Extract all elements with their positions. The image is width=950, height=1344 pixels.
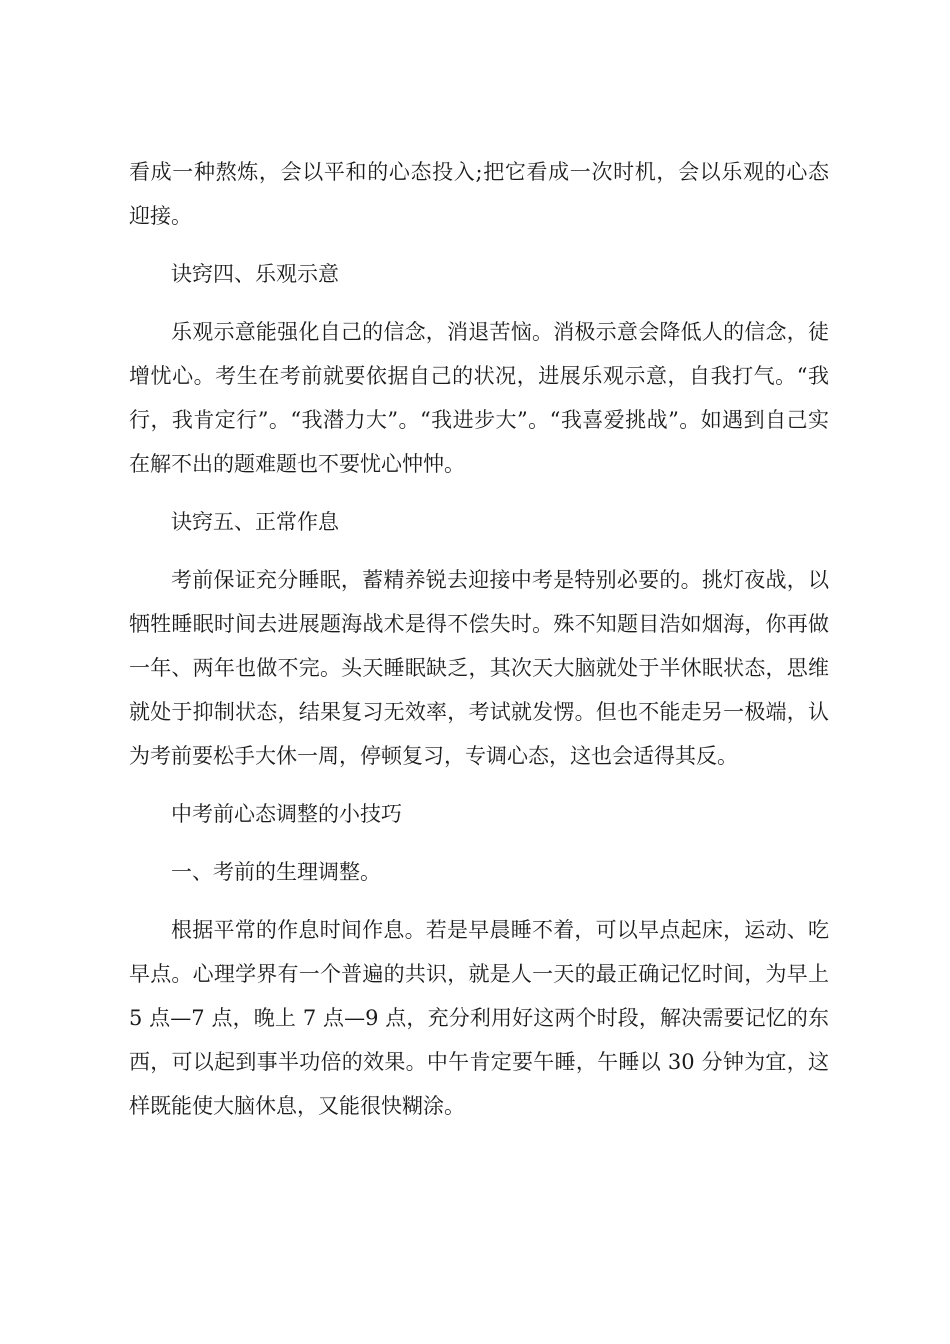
paragraph-positive-suggestion: 乐观示意能强化自己的信念，消退苦恼。消极示意会降低人的信念，徒增忧心。考生在考前就要依据自己的状况，进展乐观示意，自我打气。“我行，我肯定行”。“我潜力大”。“我进步大”。“我喜爱挑战”。如遇到自己实在解不出的题难题也不要忧心忡忡。 (129, 320, 829, 476)
section-heading-tip-five: 诀窍五、正常作息 (171, 510, 339, 534)
section-heading-physiological: 一、考前的生理调整。 (171, 860, 381, 884)
section-heading-mindset-tips: 中考前心态调整的小技巧 (171, 802, 402, 826)
section-heading-tip-four: 诀窍四、乐观示意 (171, 262, 339, 286)
paragraph-continuation: 看成一种熬炼，会以平和的心态投入;把它看成一次时机，会以乐观的心态迎接。 (129, 160, 829, 228)
paragraph-normal-schedule: 考前保证充分睡眠，蓄精养锐去迎接中考是特别必要的。挑灯夜战，以牺牲睡眠时间去进展题海战术是得不偿失时。殊不知题目浩如烟海，你再做一年、两年也做不完。头天睡眠缺乏，其次天大脑就处于半休眠状态，思维就处于抑制状态，结果复习无效率，考试就发愣。但也不能走另一极端，认为考前要松手大休一周，停顿复习，专调心态，这也会适得其反。 (129, 568, 829, 768)
document-body (129, 150, 829, 1142)
paragraph-daily-routine: 根据平常的作息时间作息。若是早晨睡不着，可以早点起床，运动、吃早点。心理学界有一个普遍的共识，就是人一天的最正确记忆时间，为早上 5 点—7 点，晚上 7 点—9 点，充分利用好这两个时段，解决需要记忆的东西，可以起到事半功倍的效果。中午肯定要午睡，午睡以 30 分钟为宜，这样既能使大脑休息，又能很快糊涂。 (129, 918, 829, 1118)
